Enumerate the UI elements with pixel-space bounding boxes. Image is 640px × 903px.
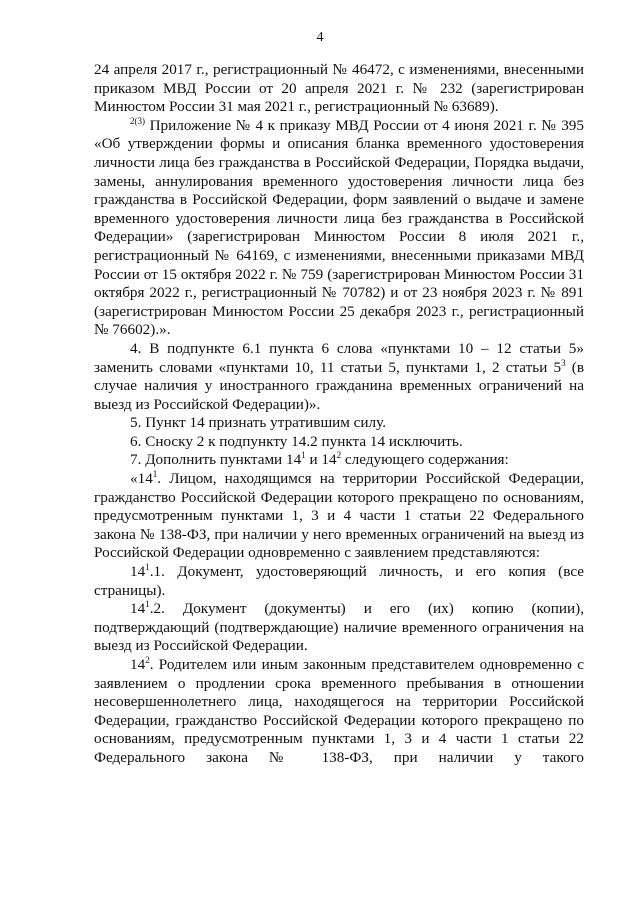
item-7-text: 7. Дополнить пунктами 14 xyxy=(130,451,302,469)
p14-1-1-text: 14 xyxy=(130,563,146,581)
p14-1-1-sup: 1 xyxy=(145,561,150,572)
page-number: 4 xyxy=(316,30,324,45)
item-7-sup-2: 2 xyxy=(336,450,342,461)
paragraph-item-7 xyxy=(94,451,584,470)
item-7-text-mid: и 14 xyxy=(305,451,337,469)
p14-2-sup: 2 xyxy=(145,654,150,665)
p14-1-sup: 1 xyxy=(152,469,158,479)
item-7-text-after: следующего содержания: xyxy=(341,451,509,469)
p14-2-text-after: . Родителем или иным законным представителем одновременно с заявлением о продлении срока временного пребывания в отношении несовершеннолетнего лица, находящегося на территории Российской Федерации, гражданство Российской Федерации которого прекращено по основаниям, предусмотренным пунктами 1, 3 и 4 части 1 статьи 22 Федерального закона № 138-ФЗ, при наличии у такого xyxy=(94,656,584,766)
paragraph-14-1-2 xyxy=(94,600,584,656)
document-body xyxy=(94,61,584,768)
item-4-text-after: (в случае наличия у иностранного гражданина временных ограничений на выезд из Российской Федерации)». xyxy=(94,358,585,413)
item-7-sup-1: 1 xyxy=(301,450,306,461)
p14-1-text-after: . Лицом, находящимся на территории Российской Федерации, гражданство Российской Федерации которого прекращено по основаниям, предусмотренным пунктами 1, 3 и 4 части 1 статьи 22 Федерального закона № 138-ФЗ, при наличии у него временных ограничений на выезд из Российской Федерации одновременно с заявлением представляются: xyxy=(94,470,584,562)
p14-1-text: «14 xyxy=(130,470,153,488)
paragraph-14-2 xyxy=(94,656,584,768)
item-4-text: 4. В подпункте 6.1 пункта 6 слова «пунктами 10 – 12 статьи 5» заменить словами «пунктами 10, 11 статьи 5, пунктами 1, 2 статьи 5 xyxy=(94,339,584,376)
p14-1-2-text: 14 xyxy=(130,600,146,618)
item-4-sup: 3 xyxy=(561,357,566,368)
paragraph-2-footnote xyxy=(94,117,584,340)
p14-1-2-text-after: .2. Документ (документы) и его (их) копию (копии), подтверждающий (подтверждающие) наличие временного ограничения на выезд из Российской Федерации. xyxy=(94,600,584,655)
paragraph-1 xyxy=(94,61,584,117)
paragraph-2-text: Приложение № 4 к приказу МВД России от 4 июня 2021 г. № 395 «Об утверждении формы и описания бланка временного удостоверения личности лица без гражданства в Российской Федерации, Порядка выдачи, замены, аннулирования временного удостоверения личности лица без гражданства в Российской Федерации, форм заявлений о выдаче и замене временного удостоверения личности лица без гражданства в Российской Федерации» (зарегистрирован Минюстом России 8 июля 2021 г., регистрационный № 64169, с изменениями, внесенными приказами МВД России от 15 октября 2022 г. № 759 (зарегистрирован Минюстом России 31 октября 2022 г., регистрационный № 70782) и от 23 ноября 2023 г. № 891 (зарегистрирован Минюстом России 25 декабря 2023 г., регистрационный № 76602).». xyxy=(94,116,584,339)
paragraph-14-1-1 xyxy=(94,563,584,600)
item-5-text: 5. Пункт 14 признать утратившим силу. xyxy=(130,414,386,432)
paragraph-1-text: 24 апреля 2017 г., регистрационный № 46472, с изменениями, внесенными приказом МВД России от 20 апреля 2021 г. № 232 (зарегистрирован Минюстом России 31 мая 2021 г., регистрационный № 63689). xyxy=(94,61,584,116)
footnote-marker: 2(3) xyxy=(130,115,145,126)
p14-2-text: 14 xyxy=(130,656,146,673)
paragraph-item-6 xyxy=(94,433,584,452)
p14-1-2-sup: 1 xyxy=(145,599,150,610)
p14-1-1-text-after: .1. Документ, удостоверяющий личность, и его копия (все страницы). xyxy=(94,563,584,599)
paragraph-item-4 xyxy=(94,340,584,414)
paragraph-14-1 xyxy=(94,470,584,563)
paragraph-item-5 xyxy=(94,414,584,433)
item-6-text: 6. Сноску 2 к подпункту 14.2 пункта 14 исключить. xyxy=(130,432,463,450)
